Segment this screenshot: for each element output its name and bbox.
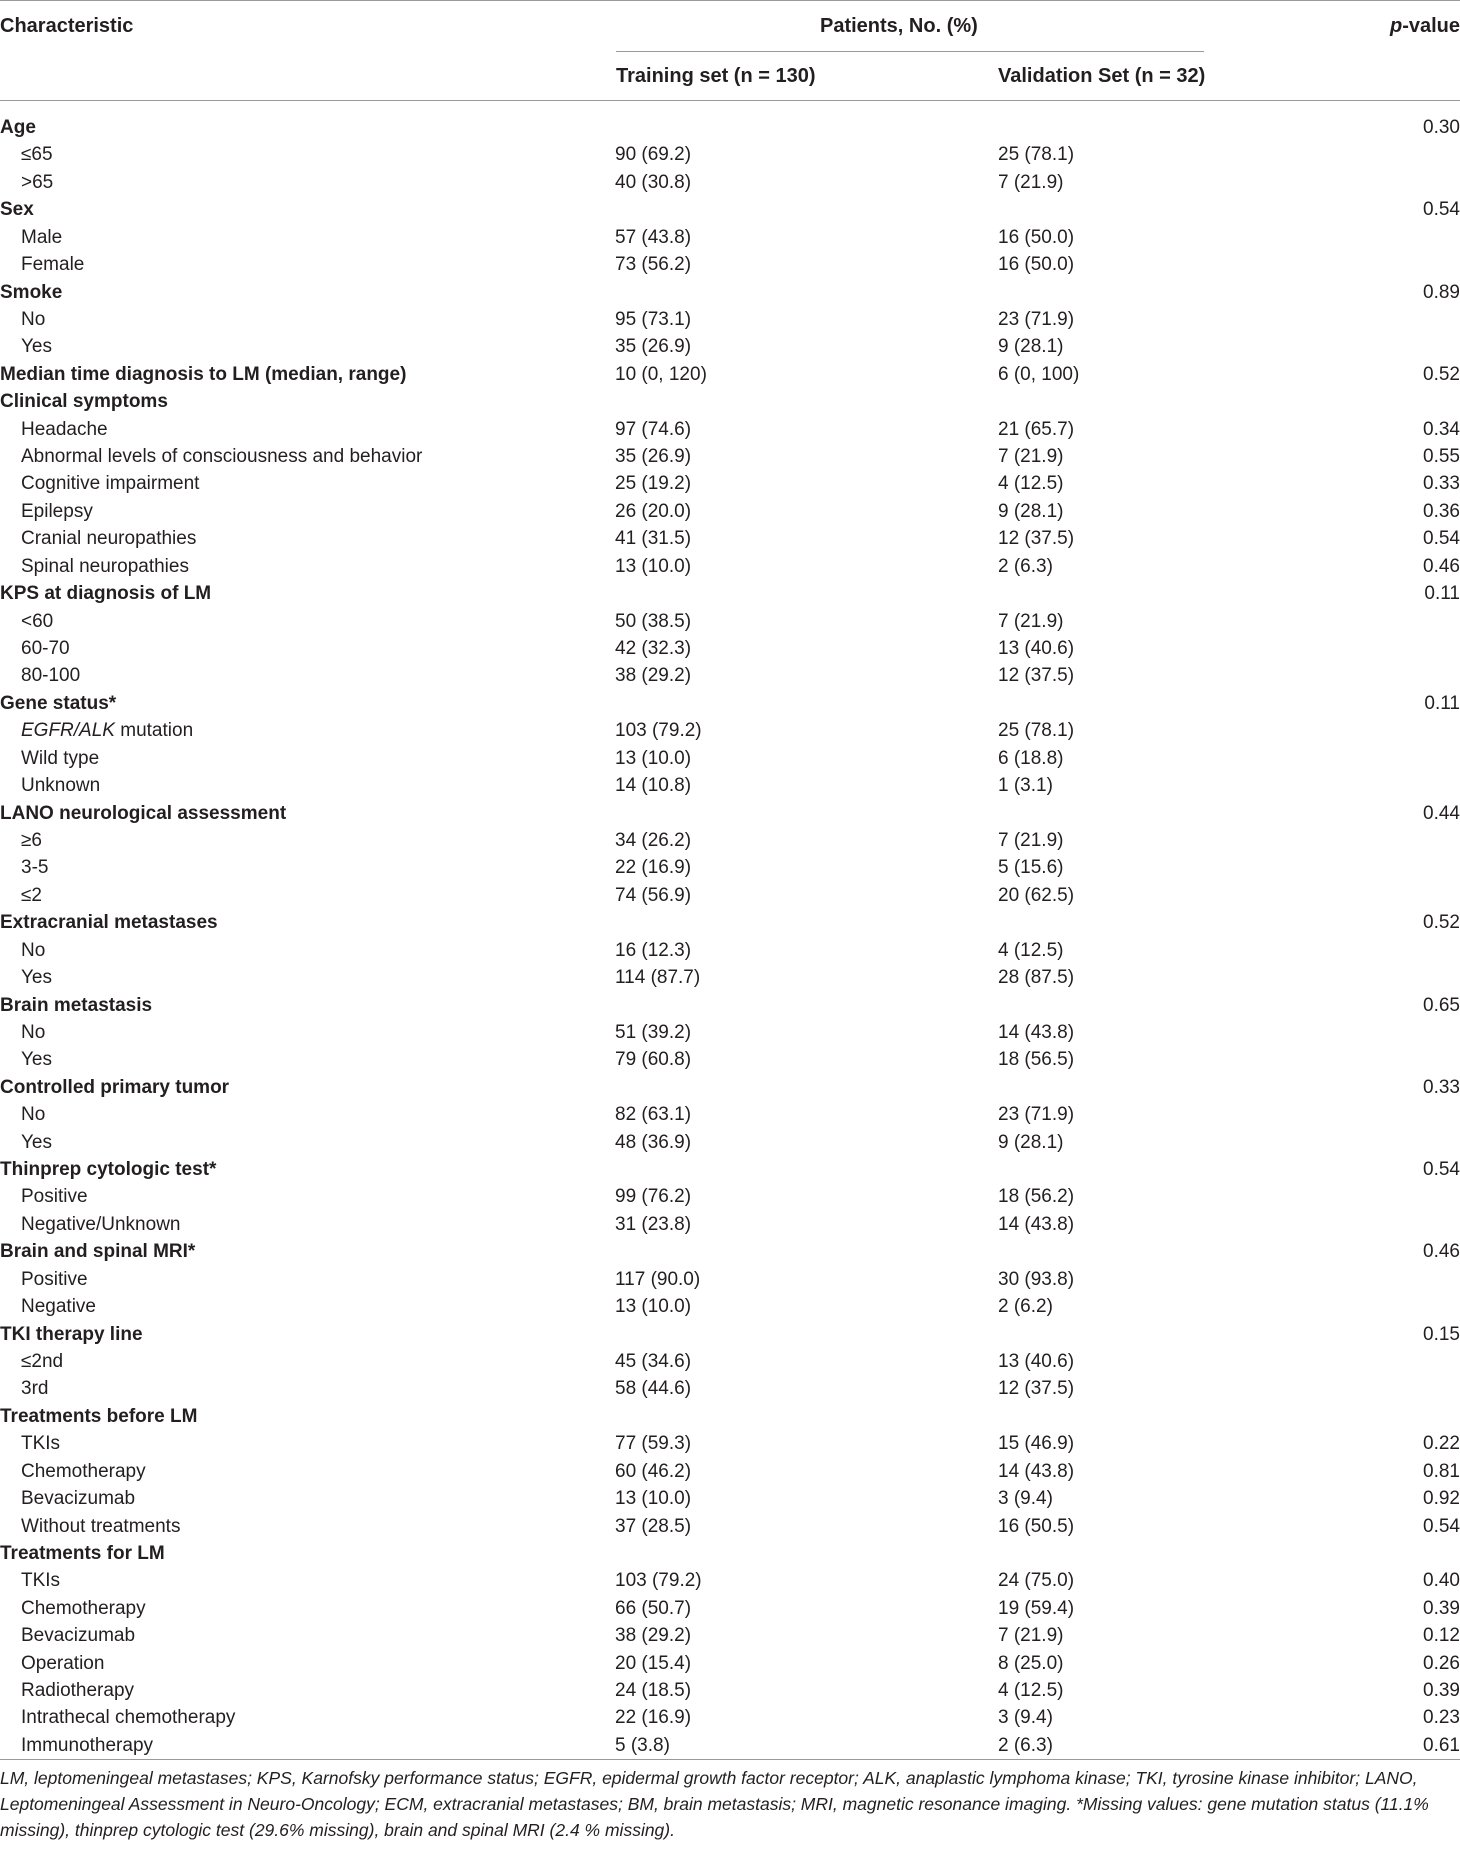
p-value: 0.54	[1423, 528, 1460, 550]
training-value: 73 (56.2)	[615, 254, 692, 276]
table-group-row	[0, 1403, 1460, 1430]
row-label: Treatments for LM	[0, 1542, 165, 1564]
table-group-row	[0, 992, 1460, 1019]
row-label	[21, 717, 193, 744]
row-label: Age	[0, 117, 36, 138]
table-row	[0, 1293, 1460, 1320]
training-value: 82 (63.1)	[615, 1104, 692, 1126]
validation-value: 5 (15.6)	[998, 857, 1064, 879]
table-group-row	[0, 1321, 1460, 1348]
table-row	[0, 1348, 1460, 1375]
table-row	[0, 662, 1460, 689]
training-value: 90 (69.2)	[615, 144, 692, 166]
table-group-row	[0, 1540, 1460, 1567]
row-label: Wild type	[21, 747, 100, 769]
validation-value: 7 (21.9)	[998, 1625, 1064, 1647]
table-group-row	[0, 1238, 1460, 1265]
validation-value: 25 (78.1)	[998, 720, 1075, 742]
table-row	[0, 169, 1460, 196]
p-value: 0.12	[1423, 1625, 1460, 1647]
validation-value: 16 (50.0)	[998, 254, 1075, 276]
training-value: 117 (90.0)	[615, 1268, 701, 1290]
patients-span-rule	[616, 51, 1204, 52]
row-label: No	[21, 1021, 46, 1043]
row-label: 60-70	[21, 638, 70, 660]
row-label-suffix: mutation	[114, 720, 194, 742]
validation-value: 6 (18.8)	[998, 747, 1064, 769]
validation-value: 1 (3.1)	[998, 775, 1053, 797]
validation-value: 16 (50.0)	[998, 226, 1075, 248]
training-value: 60 (46.2)	[615, 1460, 692, 1482]
row-label: <60	[21, 610, 54, 632]
validation-value: 4 (12.5)	[998, 1680, 1064, 1702]
row-label: Yes	[21, 967, 52, 989]
training-value: 57 (43.8)	[615, 226, 692, 248]
row-label: Immunotherapy	[21, 1734, 154, 1756]
row-label: 3-5	[21, 857, 49, 879]
table-row	[0, 306, 1460, 333]
p-value: 0.46	[1423, 555, 1460, 577]
table-row	[0, 964, 1460, 991]
row-label: Radiotherapy	[21, 1680, 135, 1702]
validation-value: 28 (87.5)	[998, 967, 1075, 989]
table-row	[0, 717, 1460, 744]
p-value: 0.81	[1423, 1460, 1460, 1482]
training-value: 24 (18.5)	[615, 1680, 692, 1702]
validation-value: 19 (59.4)	[998, 1597, 1075, 1619]
row-label: Gene status*	[0, 692, 117, 714]
training-value: 10 (0, 120)	[615, 363, 707, 385]
table-row	[0, 1622, 1460, 1649]
p-value: 0.52	[1423, 912, 1460, 934]
validation-value: 15 (46.9)	[998, 1433, 1075, 1455]
row-label: Negative/Unknown	[21, 1213, 181, 1235]
table-row	[0, 525, 1460, 552]
row-label: No	[21, 939, 46, 961]
training-value: 22 (16.9)	[615, 1707, 692, 1729]
training-value: 31 (23.8)	[615, 1213, 692, 1235]
row-label: 80-100	[21, 665, 81, 687]
p-value: 0.55	[1423, 446, 1460, 468]
table-row	[0, 251, 1460, 278]
row-label: LANO neurological assessment	[0, 802, 287, 824]
row-label: Chemotherapy	[21, 1597, 146, 1619]
table-row	[0, 416, 1460, 443]
p-value: 0.40	[1423, 1570, 1460, 1592]
validation-value: 21 (65.7)	[998, 418, 1075, 440]
p-value: 0.54	[1423, 1515, 1460, 1537]
training-value: 13 (10.0)	[615, 747, 692, 769]
table-row	[0, 608, 1460, 635]
p-value: 0.34	[1423, 418, 1460, 440]
table-row	[0, 1567, 1460, 1594]
table-row	[0, 1677, 1460, 1704]
training-value: 103 (79.2)	[615, 720, 702, 742]
training-value: 48 (36.9)	[615, 1131, 692, 1153]
validation-value: 18 (56.5)	[998, 1049, 1075, 1071]
p-value: 0.92	[1423, 1488, 1460, 1510]
p-value: 0.61	[1423, 1734, 1460, 1756]
table-group-row	[0, 909, 1460, 936]
bottom-rule	[0, 1759, 1460, 1760]
training-value: 13 (10.0)	[615, 1296, 692, 1318]
row-label: Sex	[0, 199, 34, 221]
table-group-row	[0, 388, 1460, 415]
table-row	[0, 1458, 1460, 1485]
row-label: Brain and spinal MRI*	[0, 1241, 196, 1263]
validation-value: 2 (6.3)	[998, 1734, 1053, 1756]
row-label: Chemotherapy	[21, 1460, 146, 1482]
row-label: ≤2nd	[21, 1350, 64, 1372]
row-label: Median time diagnosis to LM (median, range)	[0, 363, 407, 385]
table-row	[0, 854, 1460, 881]
row-label: ≤65	[21, 144, 53, 166]
training-value: 35 (26.9)	[615, 446, 692, 468]
row-label: KPS at diagnosis of LM	[0, 583, 212, 605]
table-footnote: LM, leptomeningeal metastases; KPS, Karnofsky performance status; EGFR, epidermal growth factor receptor; ALK, anaplastic lymphoma kinase; TKI, tyrosine kinase inhibitor; LANO, Leptomeningeal Assessment in Neuro-Oncology; ECM, extracranial metastases; BM, brain metastasis; MRI, magnetic resonance imaging. *Missing values: gene mutation status (11.1% missing), thinprep cytologic test (29.6% missing), brain and spinal MRI (2.4 % missing).	[0, 1768, 1429, 1840]
header-characteristic: Characteristic	[0, 15, 134, 37]
row-label: Negative	[21, 1296, 96, 1318]
table-row	[0, 1129, 1460, 1156]
row-label: Thinprep cytologic test*	[0, 1159, 217, 1181]
training-value: 74 (56.9)	[615, 884, 692, 906]
p-value: 0.39	[1423, 1597, 1460, 1619]
row-label: Positive	[21, 1268, 88, 1290]
row-label: Positive	[21, 1186, 88, 1208]
validation-value: 14 (43.8)	[998, 1460, 1075, 1482]
training-value: 38 (29.2)	[615, 1625, 692, 1647]
row-label: Treatments before LM	[0, 1405, 198, 1427]
table-row	[0, 443, 1460, 470]
p-value: 0.54	[1423, 199, 1460, 221]
training-value: 14 (10.8)	[615, 775, 692, 797]
validation-value: 4 (12.5)	[998, 473, 1064, 495]
validation-value: 14 (43.8)	[998, 1021, 1075, 1043]
validation-value: 8 (25.0)	[998, 1652, 1064, 1674]
validation-value: 9 (28.1)	[998, 1131, 1064, 1153]
row-label: Male	[21, 226, 63, 248]
row-label: No	[21, 308, 46, 330]
top-rule	[0, 0, 1460, 1]
training-value: 16 (12.3)	[615, 939, 692, 961]
validation-value: 23 (71.9)	[998, 308, 1075, 330]
validation-value: 2 (6.3)	[998, 555, 1053, 577]
table-row	[0, 498, 1460, 525]
validation-value: 7 (21.9)	[998, 610, 1064, 632]
p-value: 0.65	[1423, 994, 1460, 1016]
row-label: Operation	[21, 1652, 105, 1674]
validation-value: 3 (9.4)	[998, 1488, 1053, 1510]
validation-value: 13 (40.6)	[998, 638, 1075, 660]
row-label: TKI therapy line	[0, 1323, 143, 1345]
row-label: ≥6	[21, 829, 42, 851]
table-group-row	[0, 114, 1460, 141]
table-group-row	[0, 800, 1460, 827]
training-value: 41 (31.5)	[615, 528, 692, 550]
row-label: Epilepsy	[21, 500, 93, 522]
validation-value: 7 (21.9)	[998, 446, 1064, 468]
row-label-italic: EGFR/ALK	[21, 720, 115, 742]
training-value: 99 (76.2)	[615, 1186, 692, 1208]
row-label: No	[21, 1104, 46, 1126]
p-value: 0.39	[1423, 1680, 1460, 1702]
validation-value: 16 (50.5)	[998, 1515, 1075, 1537]
training-value: 26 (20.0)	[615, 500, 692, 522]
training-value: 40 (30.8)	[615, 171, 692, 193]
p-value: 0.44	[1423, 802, 1460, 824]
p-value: 0.30	[1423, 117, 1460, 138]
table-row	[0, 1485, 1460, 1512]
table-row	[0, 1513, 1460, 1540]
table-group-row	[0, 361, 1460, 388]
row-label: Cranial neuropathies	[21, 528, 197, 550]
table-row	[0, 827, 1460, 854]
header-pvalue	[1390, 14, 1460, 38]
p-value: 0.22	[1423, 1433, 1460, 1455]
p-value: 0.54	[1423, 1159, 1460, 1181]
row-label: TKIs	[21, 1570, 61, 1592]
p-value: 0.15	[1423, 1323, 1460, 1345]
p-value: 0.23	[1423, 1707, 1460, 1729]
table-row	[0, 772, 1460, 799]
table-row	[0, 1183, 1460, 1210]
validation-value: 7 (21.9)	[998, 171, 1064, 193]
table-row	[0, 1375, 1460, 1402]
table-row	[0, 937, 1460, 964]
row-label: TKIs	[21, 1433, 61, 1455]
table-group-row	[0, 580, 1460, 607]
row-label: Yes	[21, 336, 52, 358]
training-value: 58 (44.6)	[615, 1378, 692, 1400]
table-group-row	[0, 1156, 1460, 1183]
validation-value: 4 (12.5)	[998, 939, 1064, 961]
table-body	[0, 114, 1460, 1759]
row-label: Brain metastasis	[0, 994, 153, 1016]
row-label: Spinal neuropathies	[21, 555, 189, 577]
table-row	[0, 745, 1460, 772]
table-row	[0, 882, 1460, 909]
table-group-row	[0, 279, 1460, 306]
table-row	[0, 1732, 1460, 1759]
table-row	[0, 1266, 1460, 1293]
header-pvalue-italic: p	[1389, 15, 1403, 37]
training-value: 103 (79.2)	[615, 1570, 702, 1592]
table-row	[0, 1595, 1460, 1622]
training-value: 45 (34.6)	[615, 1350, 692, 1372]
row-label: ≤2	[21, 884, 42, 906]
training-value: 77 (59.3)	[615, 1433, 692, 1455]
p-value: 0.33	[1423, 473, 1460, 495]
header-rule	[0, 100, 1460, 101]
table-row	[0, 333, 1460, 360]
training-value: 50 (38.5)	[615, 610, 692, 632]
validation-value: 7 (21.9)	[998, 829, 1064, 851]
training-value: 42 (32.3)	[615, 638, 692, 660]
table-row	[0, 1650, 1460, 1677]
training-value: 66 (50.7)	[615, 1597, 692, 1619]
row-label: Clinical symptoms	[0, 391, 168, 413]
p-value: 0.11	[1424, 692, 1460, 714]
row-label: Controlled primary tumor	[0, 1076, 230, 1098]
training-value: 13 (10.0)	[615, 1488, 692, 1510]
validation-value: 30 (93.8)	[998, 1268, 1075, 1290]
validation-value: 12 (37.5)	[998, 528, 1075, 550]
table-row	[0, 141, 1460, 168]
training-value: 20 (15.4)	[615, 1652, 692, 1674]
validation-value: 18 (56.2)	[998, 1186, 1075, 1208]
row-label: Yes	[21, 1131, 52, 1153]
validation-value: 6 (0, 100)	[998, 363, 1080, 385]
table-row	[0, 1704, 1460, 1731]
row-label: Intrathecal chemotherapy	[21, 1707, 236, 1729]
header-pvalue-rest: -value	[1402, 15, 1460, 37]
training-value: 34 (26.2)	[615, 829, 692, 851]
row-label: Cognitive impairment	[21, 473, 200, 495]
validation-value: 24 (75.0)	[998, 1570, 1075, 1592]
table-row	[0, 224, 1460, 251]
header-patients: Patients, No. (%)	[820, 15, 978, 37]
table-group-row	[0, 690, 1460, 717]
training-value: 114 (87.7)	[615, 967, 701, 989]
training-value: 35 (26.9)	[615, 336, 692, 358]
table-group-row	[0, 196, 1460, 223]
table-group-row	[0, 1074, 1460, 1101]
row-label: Abnormal levels of consciousness and behavior	[21, 446, 423, 468]
table-row	[0, 1430, 1460, 1457]
row-label: Bevacizumab	[21, 1625, 136, 1647]
training-value: 25 (19.2)	[615, 473, 692, 495]
validation-value: 9 (28.1)	[998, 500, 1064, 522]
validation-value: 9 (28.1)	[998, 336, 1064, 358]
p-value: 0.46	[1423, 1241, 1460, 1263]
validation-value: 20 (62.5)	[998, 884, 1075, 906]
validation-value: 13 (40.6)	[998, 1350, 1075, 1372]
training-value: 22 (16.9)	[615, 857, 692, 879]
p-value: 0.89	[1423, 281, 1460, 303]
training-value: 79 (60.8)	[615, 1049, 692, 1071]
table-row	[0, 1046, 1460, 1073]
table-row	[0, 553, 1460, 580]
row-label: Bevacizumab	[21, 1488, 136, 1510]
training-value: 37 (28.5)	[615, 1515, 692, 1537]
table-row	[0, 470, 1460, 497]
p-value: 0.26	[1423, 1652, 1460, 1674]
table-row	[0, 1019, 1460, 1046]
training-value: 13 (10.0)	[615, 555, 692, 577]
p-value: 0.33	[1423, 1076, 1460, 1098]
training-value: 38 (29.2)	[615, 665, 692, 687]
row-label: Without treatments	[21, 1515, 181, 1537]
row-label: Headache	[21, 418, 108, 440]
training-value: 51 (39.2)	[615, 1021, 692, 1043]
validation-value: 3 (9.4)	[998, 1707, 1053, 1729]
validation-value: 14 (43.8)	[998, 1213, 1075, 1235]
validation-value: 25 (78.1)	[998, 144, 1075, 166]
row-label: Unknown	[21, 775, 101, 797]
validation-value: 12 (37.5)	[998, 1378, 1075, 1400]
row-label: >65	[21, 171, 54, 193]
table-row	[0, 1211, 1460, 1238]
training-value: 95 (73.1)	[615, 308, 692, 330]
row-label: 3rd	[21, 1378, 49, 1400]
training-value: 97 (74.6)	[615, 418, 692, 440]
row-label: Extracranial metastases	[0, 912, 218, 934]
header-training: Training set (n = 130)	[616, 65, 816, 87]
p-value: 0.11	[1424, 583, 1460, 605]
p-value: 0.52	[1423, 363, 1460, 385]
header-validation: Validation Set (n = 32)	[998, 65, 1206, 87]
table-row	[0, 1101, 1460, 1128]
validation-value: 2 (6.2)	[998, 1296, 1053, 1318]
row-label: Smoke	[0, 281, 63, 303]
validation-value: 23 (71.9)	[998, 1104, 1075, 1126]
training-value: 5 (3.8)	[615, 1734, 670, 1756]
row-label: Female	[21, 254, 85, 276]
table-row	[0, 635, 1460, 662]
row-label: Yes	[21, 1049, 52, 1071]
p-value: 0.36	[1423, 500, 1460, 522]
validation-value: 12 (37.5)	[998, 665, 1075, 687]
